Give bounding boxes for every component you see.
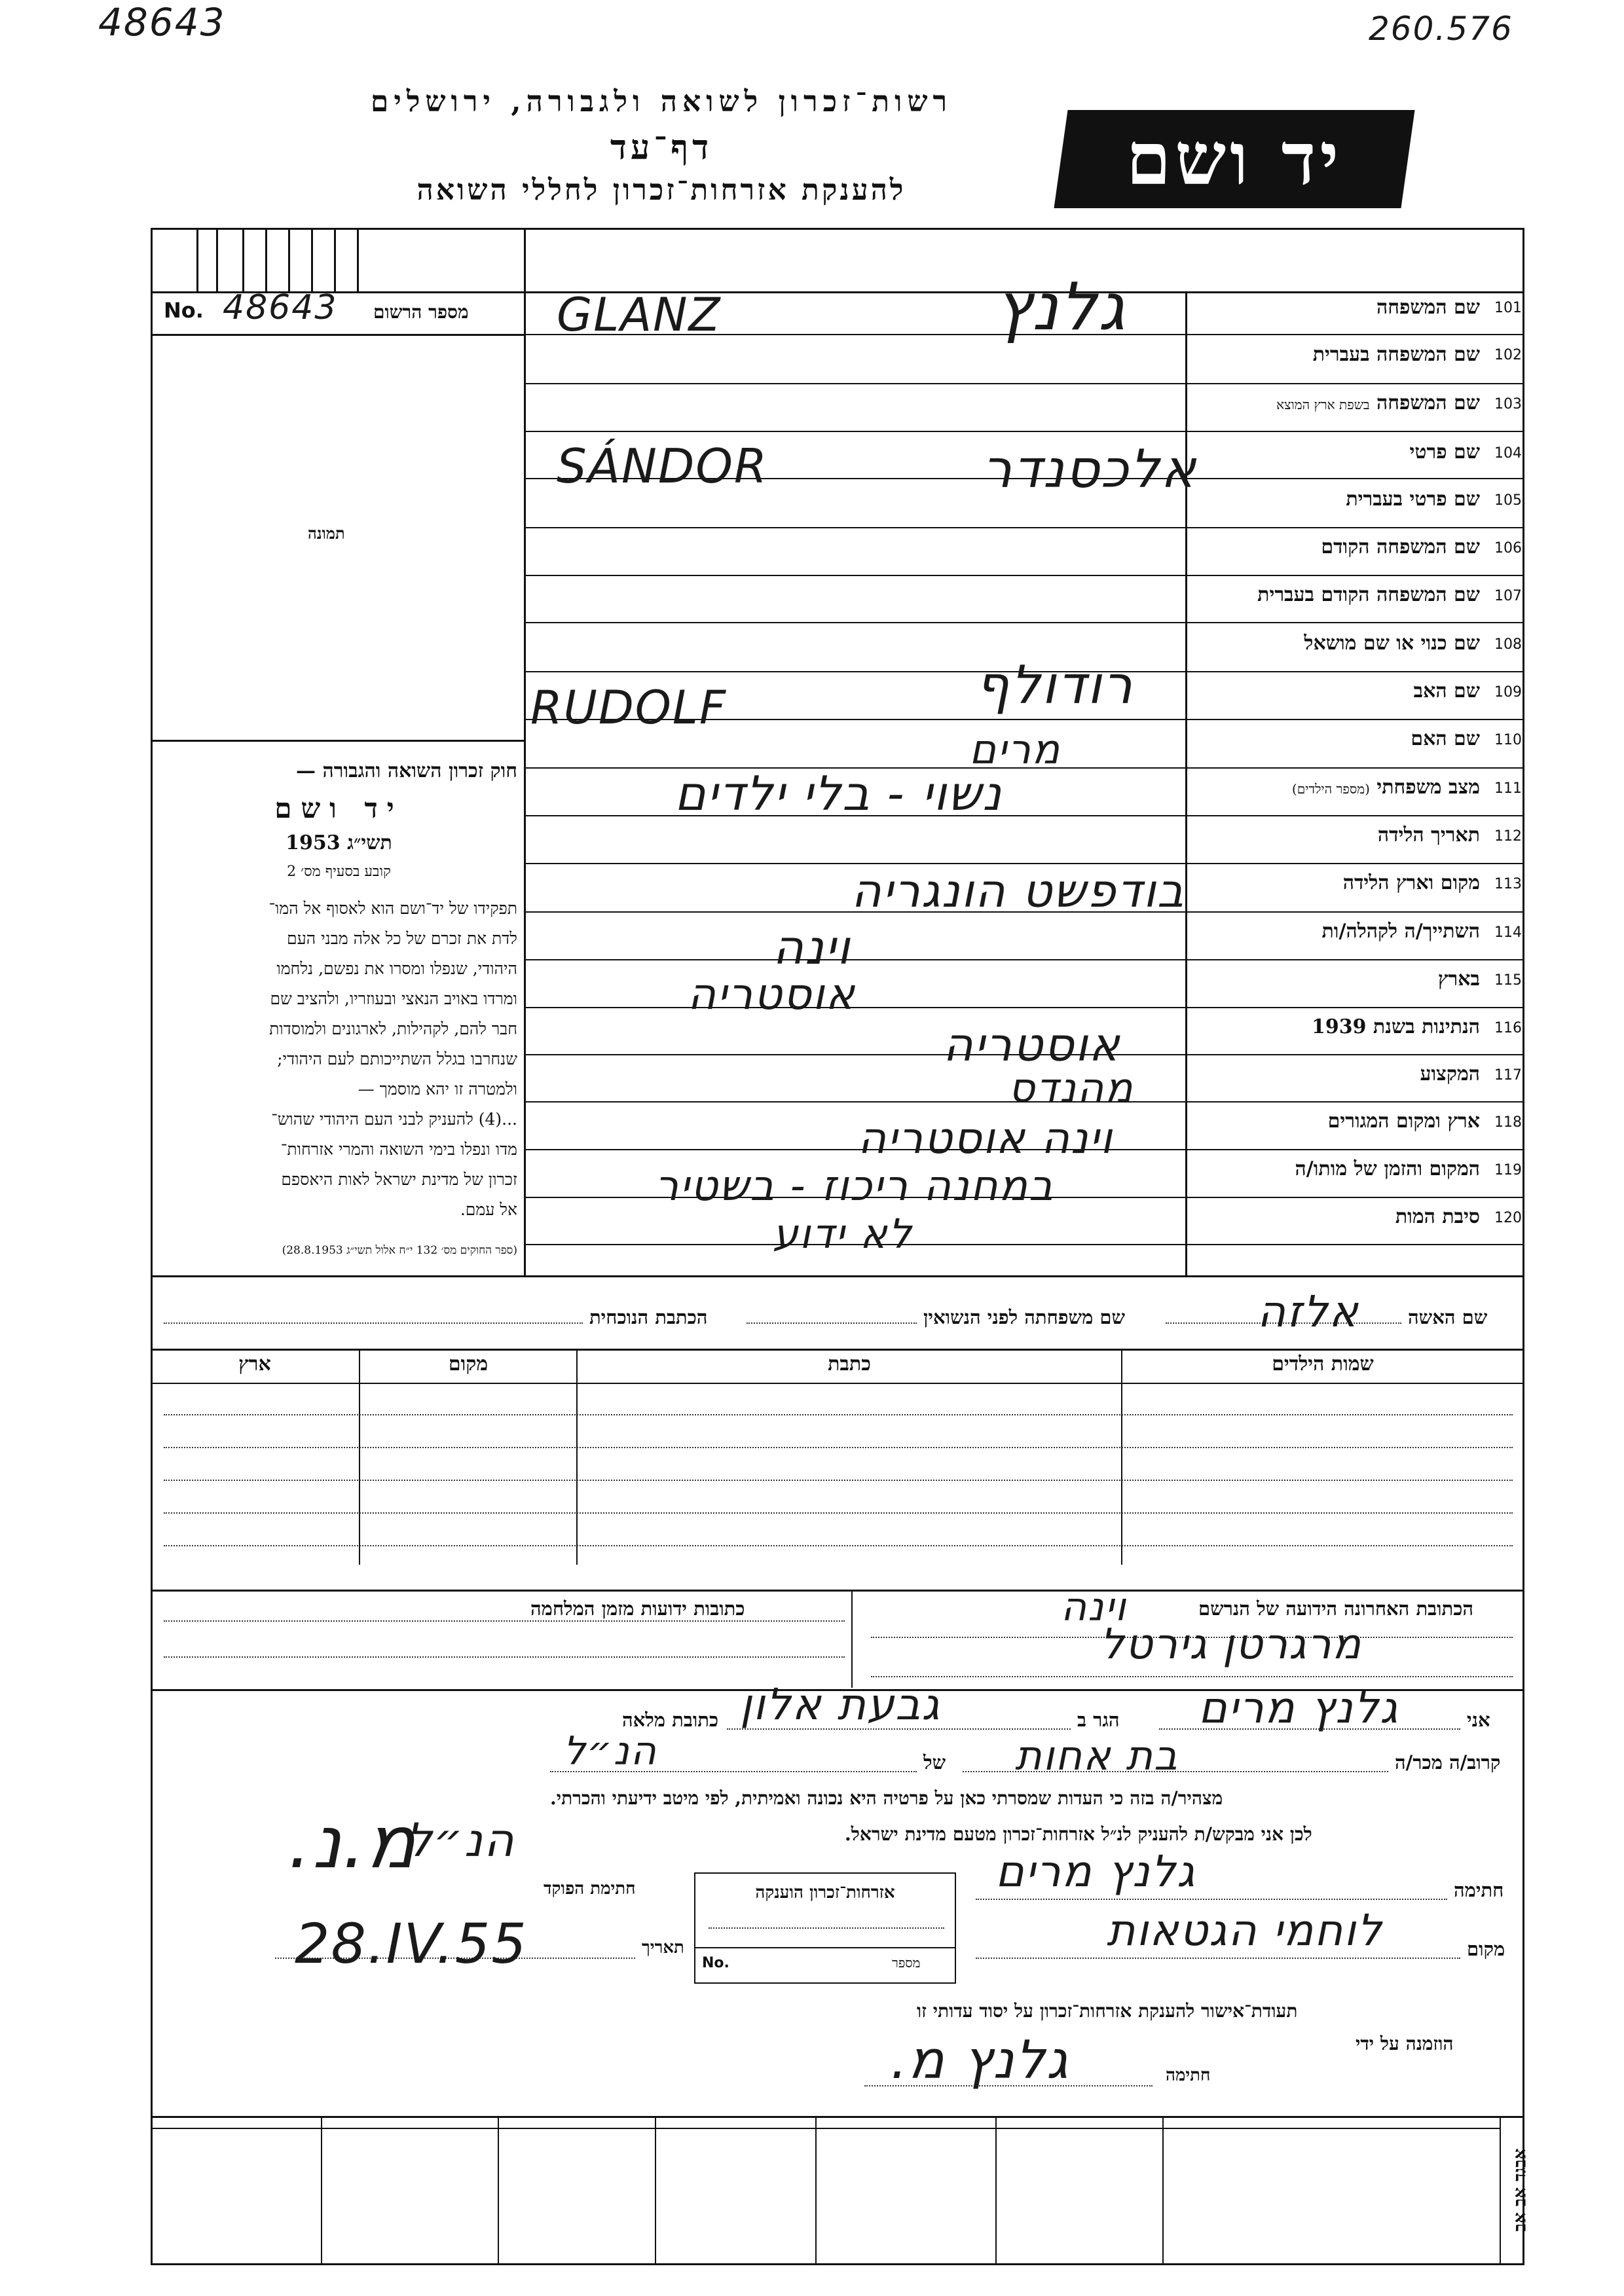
col-place: מקום [448,1353,489,1376]
label-previous-surname: שם המשפחה הקודם [1321,536,1480,558]
label-death-cause: סיבת המות [1395,1205,1480,1228]
father-hebrew-value: רודולף [976,655,1134,716]
date-value: 28.IV.55 [295,1912,528,1976]
father-latin-value: RUDOLF [530,681,728,735]
law-name: יד ושם [274,792,403,824]
label-of: של [923,1751,946,1774]
nationality-value: אוסטריה [943,1018,1121,1072]
country-value: אוסטריה [688,969,856,1019]
label-country: בארץ [1437,968,1480,991]
law-line-7: ולמטרה זו יהא מוסמך — [358,1080,517,1099]
col-children-names: שמות הילדים [1272,1353,1374,1376]
yad-vashem-logo [1054,110,1414,208]
law-year: תשי״ג 1953 [286,831,392,854]
label-surname-hebrew: שם המשפחה בעברית [1312,343,1480,366]
law-line-10: זכרון של מדינת ישראל לאות היאספם [281,1170,517,1189]
photo-label: תמונה [308,524,345,543]
law-line-2: לדת את זכרם של כל אלה מבני העם [287,929,517,948]
death-cause-value: לא ידוע [773,1210,913,1258]
label-first-name-hebrew: שם פרטי בעברית [1346,488,1480,511]
label-official-signature: חתימת הפוקד [544,1879,636,1899]
declaration-request: לכן אני מבקש/ת להעניק לנ״ל אזרחות־זכרון מטעם מדינת ישראל. [845,1823,1312,1845]
logo-text: יד ושם [1126,117,1343,201]
law-line-9: מדו ונפלו בימי השואה והמרי אזרחות־ [280,1140,517,1159]
label-mother-name: שם האם [1411,727,1480,750]
approval-statement: תעודת־אישור להענקת אזרחות־זכרון על יסוד עדותי זו [917,2000,1298,2022]
profession-value: מהנדס [1008,1064,1134,1112]
registry-label: מספר הרשום [373,301,469,323]
last-address-street-value: מרגרטן גירטל [1100,1620,1363,1669]
grant-box [694,1872,956,1984]
label-surname-origin: שם המשפחה בשפת ארץ המוצא [1276,392,1480,414]
label-community: השתייך/ה לקהלה/ות [1321,920,1480,943]
label-birth-date: תאריך הלידה [1377,824,1480,847]
first-name-hebrew-value: אלכסנדר [982,439,1198,500]
law-line-3: היהודי, שנפלו ומסרו את נפשם, נלחמו [276,959,517,978]
label-last-known-address: הכתובת האחרונה הידועה של הנרשם [1198,1597,1474,1620]
law-line-8: ...(4) להעניק לבני העם היהודי שהוש־ [271,1110,517,1129]
label-residence: ארץ ומקום המגורים [1327,1110,1480,1133]
label-current-address: הכתבת הנוכחית [589,1306,708,1328]
mother-value: מרים [969,725,1061,773]
label-issued-by: הוזמנה על ידי [1356,2033,1454,2054]
declaration-statement: מצהיר/ה בזה כי העדות שמסרתי כאן על פרטיה היא נכונה ואמיתית, לפי מיטב ידיעתי והכרתי. [550,1787,1223,1809]
place-value: לוחמי הגטאות [1107,1905,1383,1956]
registry-no-value: 48643 [223,288,338,327]
community-value: וינה [773,920,851,975]
label-full-address: כתובת מלאה [622,1709,719,1731]
label-marital-status: מצב משפחתי (מספר הילדים) [1291,776,1480,799]
grant-box-title: אזרחות־זכרון הוענקה [755,1883,895,1903]
label-profession: המקצוע [1420,1063,1480,1085]
birthplace-value: בודפשט הונגריה [851,864,1185,918]
label-wife-name: שם האשה [1408,1306,1488,1328]
label-death-place-time: המקום והזמן של מותו/ה [1295,1157,1480,1180]
label-maiden-name: שם משפחתה לפני הנשואין [923,1306,1125,1328]
official-signature-value: מ.נ. [288,1800,417,1884]
surname-hebrew-value: גלנץ [995,268,1127,345]
death-place-value: במחנה ריכוז - בשטיר [655,1162,1054,1211]
col-address: כתבת [828,1353,871,1376]
archive-number: 48643 [98,0,226,45]
label-place: מקום [1467,1938,1505,1960]
institution-name: רשות־זכרון לשואה ולגבורה, ירושלים [370,85,953,118]
label-living-in: הגר ב [1077,1709,1120,1731]
label-relative: קרוב/ה מכר/ה [1395,1751,1501,1774]
approval-signature-value: גלנץ מ. [891,2030,1069,2090]
side-stamp: אבגד אב אב [1510,2148,1530,2232]
residence-value: וינה אוסטריה [858,1113,1114,1163]
label-approval-signature: חתימה [1166,2066,1211,2085]
signature-value: גלנץ מרים [995,1846,1196,1897]
label-date: תאריך [642,1938,684,1958]
label-i: אני [1467,1709,1490,1731]
surname-latin-value: GLANZ [557,288,722,342]
label-previous-surname-hebrew: שם המשפחה הקודם בעברית [1257,583,1480,606]
law-footnote: (ספר החוקים מס׳ 132 י״ח אלול תשי״ג 28.8.1953) [282,1244,517,1257]
label-father-name: שם האב [1413,680,1480,702]
law-line-4: ומרדו באויב הנאצי ובעוזריו, ולהציב שם [270,989,517,1008]
law-clause: קובע בסעיף מס׳ 2 [287,864,391,880]
law-title: חוק זכרון השואה והגבורה — [296,759,517,782]
first-name-latin-value: SÁNDOR [557,439,768,494]
label-surname: שם המשפחה [1376,296,1480,319]
form-title: דף־עד [610,128,713,168]
relation-value: בת אחות [1015,1732,1179,1779]
label-nationality-1939: הנתינות בשנת 1939 [1311,1015,1480,1038]
informant-address-value: גבעת אלון [740,1679,941,1730]
law-line-1: תפקידו של יד־ושם הוא לאסוף אל המו־ [268,899,517,918]
grant-box-no: No. [702,1955,729,1971]
law-line-6: שנחרבו בגלל השתייכותם לעם היהודי; [277,1049,517,1068]
official-initials-value: הנ״ל [406,1813,515,1867]
marital-status-value: נשוי - בלי ילדים [674,766,1003,821]
relation-of-value: הנ״ל [563,1728,657,1774]
law-line-11: אל עמם. [460,1200,517,1219]
grant-box-number-label: מספר [892,1955,921,1971]
form-subtitle: להענקת אזרחות־זכרון לחללי השואה [416,173,906,207]
file-number: 260.576 [1369,10,1513,48]
law-line-5: חבר להם, לקהילות, לארגונים ולמוסדות [269,1019,517,1038]
col-country: ארץ [238,1353,271,1376]
wife-name-value: אלזה [1257,1286,1359,1337]
label-signature: חתימה [1454,1879,1504,1901]
label-wartime-addresses: כתובות ידועות מזמן המלחמה [530,1597,745,1620]
label-birth-place: מקום וארץ הלידה [1342,871,1480,894]
last-address-city-value: וינה [1061,1584,1127,1630]
label-nickname: שם כנוי או שם מושאל [1304,632,1480,655]
registry-no-prefix: No. [164,298,204,323]
informant-name-value: גלנץ מרים [1198,1683,1399,1733]
label-first-name: שם פרטי [1409,441,1480,464]
